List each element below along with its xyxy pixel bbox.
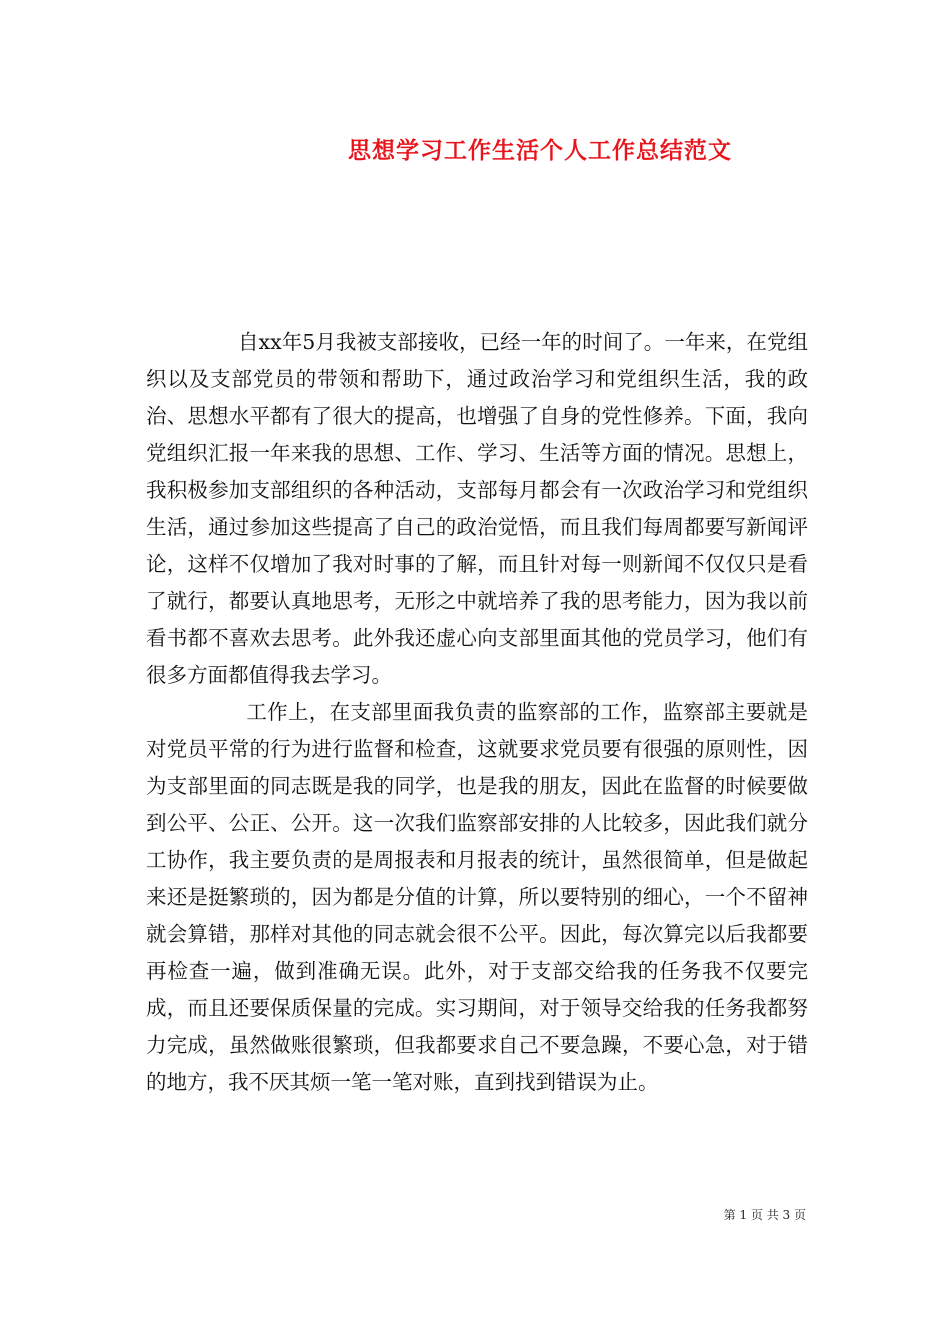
paragraph-1-text: 自xx年5月我被支部接收，已经一年的时间了。一年来，在党组织以及支部党员的带领和帮助下，通过政治学习和党组织生活，我的政治、思想水平都有了很大的提高，也增强了自身的党性修养。下面，我向党组织汇报一年来我的思想、工作、学习、生活等方面的情况。思想上，我积极参加支部组织的各种活动，支部每月都会有一次政治学习和党组织生活，通过参加这些提高了自己的政治觉悟，而且我们每周都要写新闻评论，这样不仅增加了我对时事的了解，而且针对每一则新闻不仅仅只是看了就行，都要认真地思考，无形之中就培养了我的思考能力，因为我以前看书都不喜欢去思考。此外我还虚心向支部里面其他的党员学习，他们有很多方面都值得我去学习。	[146, 330, 808, 687]
document-title: 思想学习工作生活个人工作总结范文	[348, 137, 732, 164]
paragraph-1	[146, 324, 808, 694]
paragraph-2	[146, 694, 808, 1101]
paragraph-2-text: 工作上，在支部里面我负责的监察部的工作，监察部主要就是对党员平常的行为进行监督和检查，这就要求党员要有很强的原则性，因为支部里面的同志既是我的同学，也是我的朋友，因此在监督的时候要做到公平、公正、公开。这一次我们监察部安排的人比较多，因此我们就分工协作，我主要负责的是周报表和月报表的统计，虽然很简单，但是做起来还是挺繁琐的，因为都是分值的计算，所以要特别的细心，一个不留神就会算错，那样对其他的同志就会很不公平。因此，每次算完以后我都要再检查一遍，做到准确无误。此外，对于支部交给我的任务我不仅要完成，而且还要保质保量的完成。实习期间，对于领导交给我的任务我都努力完成，虽然做账很繁琐，但我都要求自己不要急躁，不要心急，对于错的地方，我不厌其烦一笔一笔对账，直到找到错误为止。	[146, 700, 808, 1094]
page-number-footer: 第 1 页 共 3 页	[723, 1208, 806, 1222]
document-body	[146, 324, 808, 1101]
